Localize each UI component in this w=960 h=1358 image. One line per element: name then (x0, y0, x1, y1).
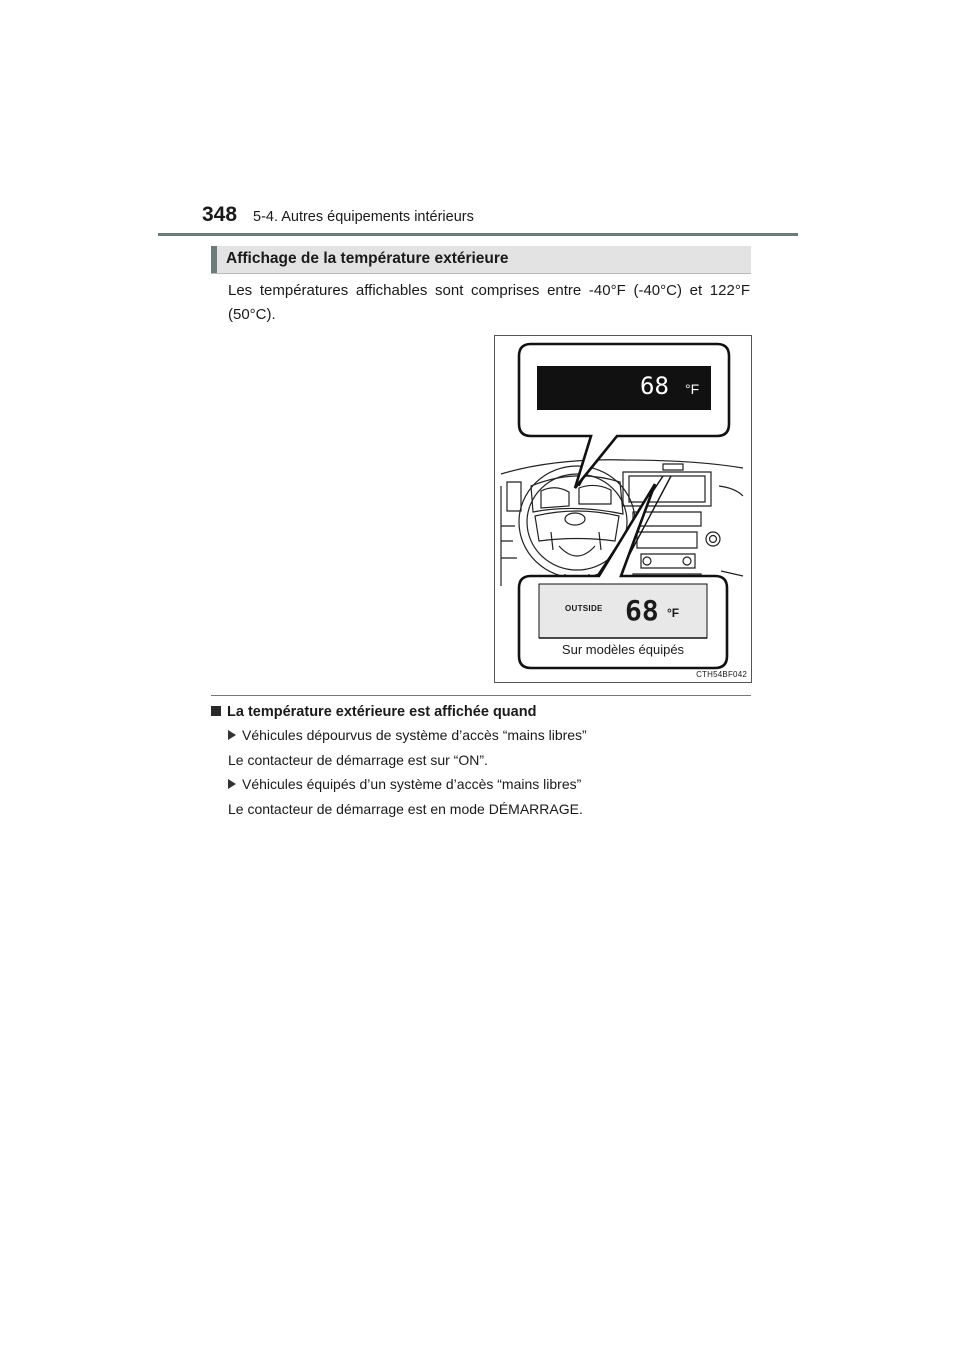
chapter-title: 5-4. Autres équipements intérieurs (253, 209, 474, 225)
bottom-display-unit: °F (667, 606, 680, 620)
note-item-2-text: Véhicules équipés d’un système d’accès “mains libres” (242, 776, 582, 792)
intro-paragraph: Les températures affichables sont comprises entre -40°F (-40°C) et 122°F (50°C). (228, 282, 750, 323)
dashboard-illustration (494, 335, 752, 683)
note-heading-text: La température extérieure est affichée quand (227, 704, 537, 720)
section-title: Affichage de la température extérieure (226, 250, 509, 267)
note-item-1 (228, 727, 587, 743)
header-rule (158, 233, 798, 236)
section-accent (211, 246, 217, 273)
note-item-1-text: Véhicules dépourvus de système d’accès “mains libres” (242, 727, 587, 743)
top-display-unit: °F (685, 381, 700, 397)
section-heading-bar (211, 246, 751, 274)
figure-code: CTH54BF042 (696, 670, 747, 679)
page-number: 348 (202, 203, 238, 226)
figure-caption: Sur modèles équipés (561, 642, 685, 657)
note-heading (211, 704, 536, 720)
triangle-bullet-icon (228, 779, 236, 789)
outside-label: OUTSIDE (565, 604, 603, 613)
note-text-1: Le contacteur de démarrage est sur “ON”. (228, 752, 488, 768)
bottom-display-value: 68 (625, 594, 659, 627)
note-text-2: Le contacteur de démarrage est en mode DÉMARRAGE. (228, 801, 583, 817)
triangle-bullet-icon (228, 730, 236, 740)
square-bullet-icon (211, 706, 221, 716)
top-display-value: 68 (640, 372, 669, 400)
section-divider (211, 695, 751, 696)
dashboard-drawing (495, 336, 751, 682)
note-item-2 (228, 776, 581, 792)
